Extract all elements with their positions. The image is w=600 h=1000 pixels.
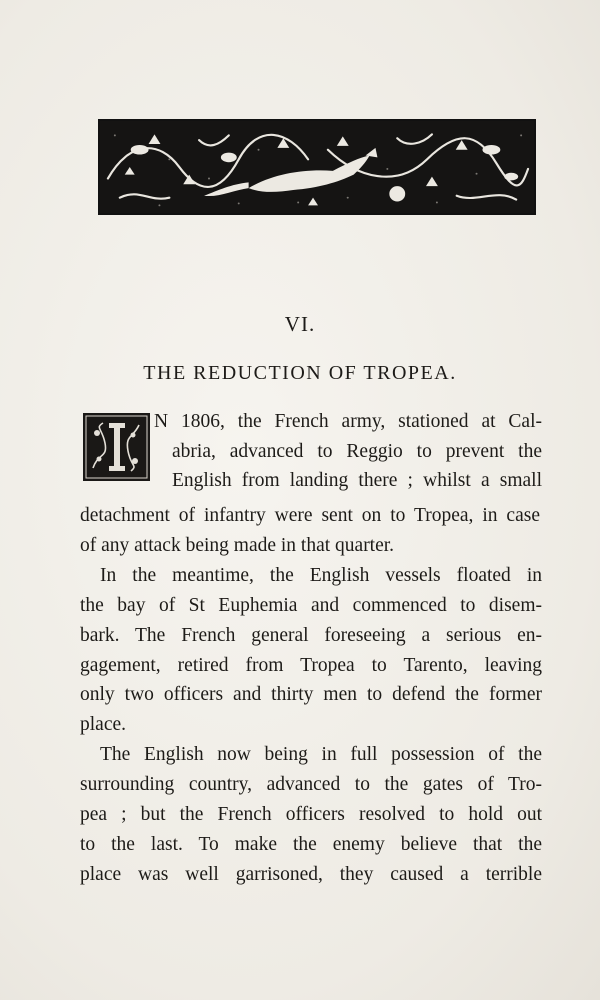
text-line: N 1806, the French army, stationed at Cal- bbox=[154, 411, 542, 432]
text-line: The English now being in full possession of the bbox=[100, 744, 542, 765]
text-line: place. bbox=[80, 714, 127, 735]
text-line: bark. The French general foreseeing a serious en- bbox=[80, 625, 542, 646]
text-line: of any attack being made in that quarter. bbox=[80, 535, 395, 556]
text-line: only two officers and thirty men to defend the former bbox=[80, 684, 542, 705]
dropcap-letter: I bbox=[83, 413, 84, 414]
text-line: surrounding country, advanced to the gates of Tro- bbox=[80, 774, 542, 795]
ornamental-headpiece bbox=[98, 119, 536, 215]
text-line: pea ; but the French officers resolved to hold out bbox=[80, 804, 542, 825]
text-line: gagement, retired from Tropea to Tarento, leaving bbox=[80, 655, 542, 676]
chapter-title: THE REDUCTION OF TROPEA. bbox=[143, 362, 457, 384]
fox-vine-ornament-icon bbox=[100, 121, 534, 213]
text-line: abria, advanced to Reggio to prevent the bbox=[172, 441, 542, 462]
decorated-initial-i-icon bbox=[83, 413, 150, 481]
text-line: English from landing there ; whilst a small bbox=[172, 470, 542, 491]
chapter-number: VI. bbox=[284, 312, 316, 336]
text-line: the bay of St Euphemia and commenced to disem- bbox=[80, 595, 542, 616]
decorated-initial bbox=[83, 413, 150, 481]
text-line: detachment of infantry were sent on to Tropea, in case bbox=[80, 505, 540, 526]
text-line: place was well garrisoned, they caused a terrible bbox=[80, 864, 542, 885]
text-line: to the last. To make the enemy believe that the bbox=[80, 834, 542, 855]
text-line: In the meantime, the English vessels floated in bbox=[100, 565, 542, 586]
